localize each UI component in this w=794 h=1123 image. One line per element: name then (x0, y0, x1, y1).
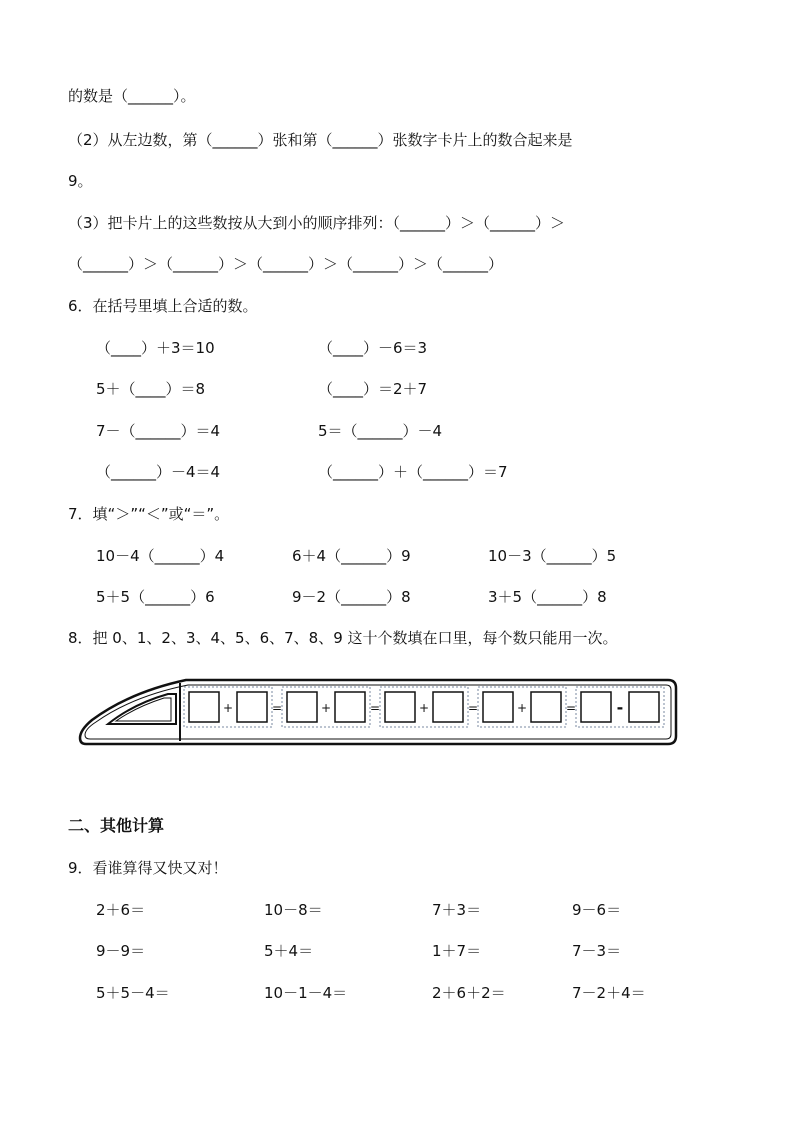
q6-item-2: （____）－6＝3 (318, 339, 428, 357)
q6-item-1: （____）＋3＝10 (96, 339, 215, 357)
train-figure (78, 674, 694, 750)
q5-tail: 的数是（______）。 (68, 87, 196, 105)
q7-item-3: 10－3（______）5 (488, 547, 617, 565)
op-5: + (418, 701, 430, 715)
q9-item-2: 10－8＝ (264, 901, 323, 919)
q5-part3-line2: （______）＞（______）＞（______）＞（______）＞（______） (68, 255, 504, 273)
answer-box (237, 692, 267, 722)
answer-box (385, 692, 415, 722)
section-2-title: 二、其他计算 (68, 816, 165, 835)
answer-box (433, 692, 463, 722)
q6-item-8: （______）＋（______）＝7 (318, 463, 508, 481)
answer-box (189, 692, 219, 722)
op-2: = (271, 701, 283, 715)
q9-item-4: 9－6＝ (572, 901, 622, 919)
q7-item-5: 9－2（______）8 (292, 588, 411, 606)
q7-title: 7．填“＞”“＜”或“＝”。 (68, 505, 230, 523)
q7-item-1: 10－4（______）4 (96, 547, 225, 565)
q9-item-10: 10－1－4＝ (264, 984, 348, 1002)
answer-box (581, 692, 611, 722)
answer-box (335, 692, 365, 722)
q9-item-11: 2＋6＋2＝ (432, 984, 506, 1002)
op-8: - (616, 698, 624, 717)
q6-item-4: （____）＝2＋7 (318, 380, 428, 398)
q6-title: 6．在括号里填上合适的数。 (68, 297, 258, 315)
q9-item-7: 1＋7＝ (432, 942, 482, 960)
op-6: + (516, 701, 528, 715)
q8-title: 8．把 0、1、2、3、4、5、6、7、8、9 这十个数填在口里，每个数只能用一次。 (68, 629, 618, 647)
op-7: = (565, 701, 577, 715)
answer-box (287, 692, 317, 722)
q7-item-2: 6＋4（______）9 (292, 547, 411, 565)
q9-title: 9．看谁算得又快又对！ (68, 859, 228, 877)
q9-item-6: 5＋4＝ (264, 942, 314, 960)
q5-part3-line1: （3）把卡片上的这些数按从大到小的顺序排列：（______）＞（______）＞ (68, 214, 566, 232)
q6-item-7: （______）－4＝4 (96, 463, 221, 481)
q6-item-6: 5＝（______）－4 (318, 422, 443, 440)
q9-item-3: 7＋3＝ (432, 901, 482, 919)
q9-item-1: 2＋6＝ (96, 901, 146, 919)
q9-item-9: 5＋5－4＝ (96, 984, 170, 1002)
answer-box (531, 692, 561, 722)
op-equals-mid: = (467, 701, 479, 715)
op-4: = (369, 701, 381, 715)
op-3: + (320, 701, 332, 715)
q9-item-12: 7－2＋4＝ (572, 984, 646, 1002)
q9-item-8: 7－3＝ (572, 942, 622, 960)
q7-item-6: 3＋5（______）8 (488, 588, 607, 606)
q6-item-3: 5＋（____）＝8 (96, 380, 206, 398)
answer-box (483, 692, 513, 722)
op-1: + (222, 701, 234, 715)
q9-item-5: 9－9＝ (96, 942, 146, 960)
q6-item-5: 7－（______）＝4 (96, 422, 221, 440)
answer-box (629, 692, 659, 722)
q5-part2-line1: （2）从左边数，第（______）张和第（______）张数字卡片上的数合起来是 (68, 131, 573, 149)
q5-part2-line2: 9。 (68, 172, 93, 190)
q7-item-4: 5＋5（______）6 (96, 588, 215, 606)
